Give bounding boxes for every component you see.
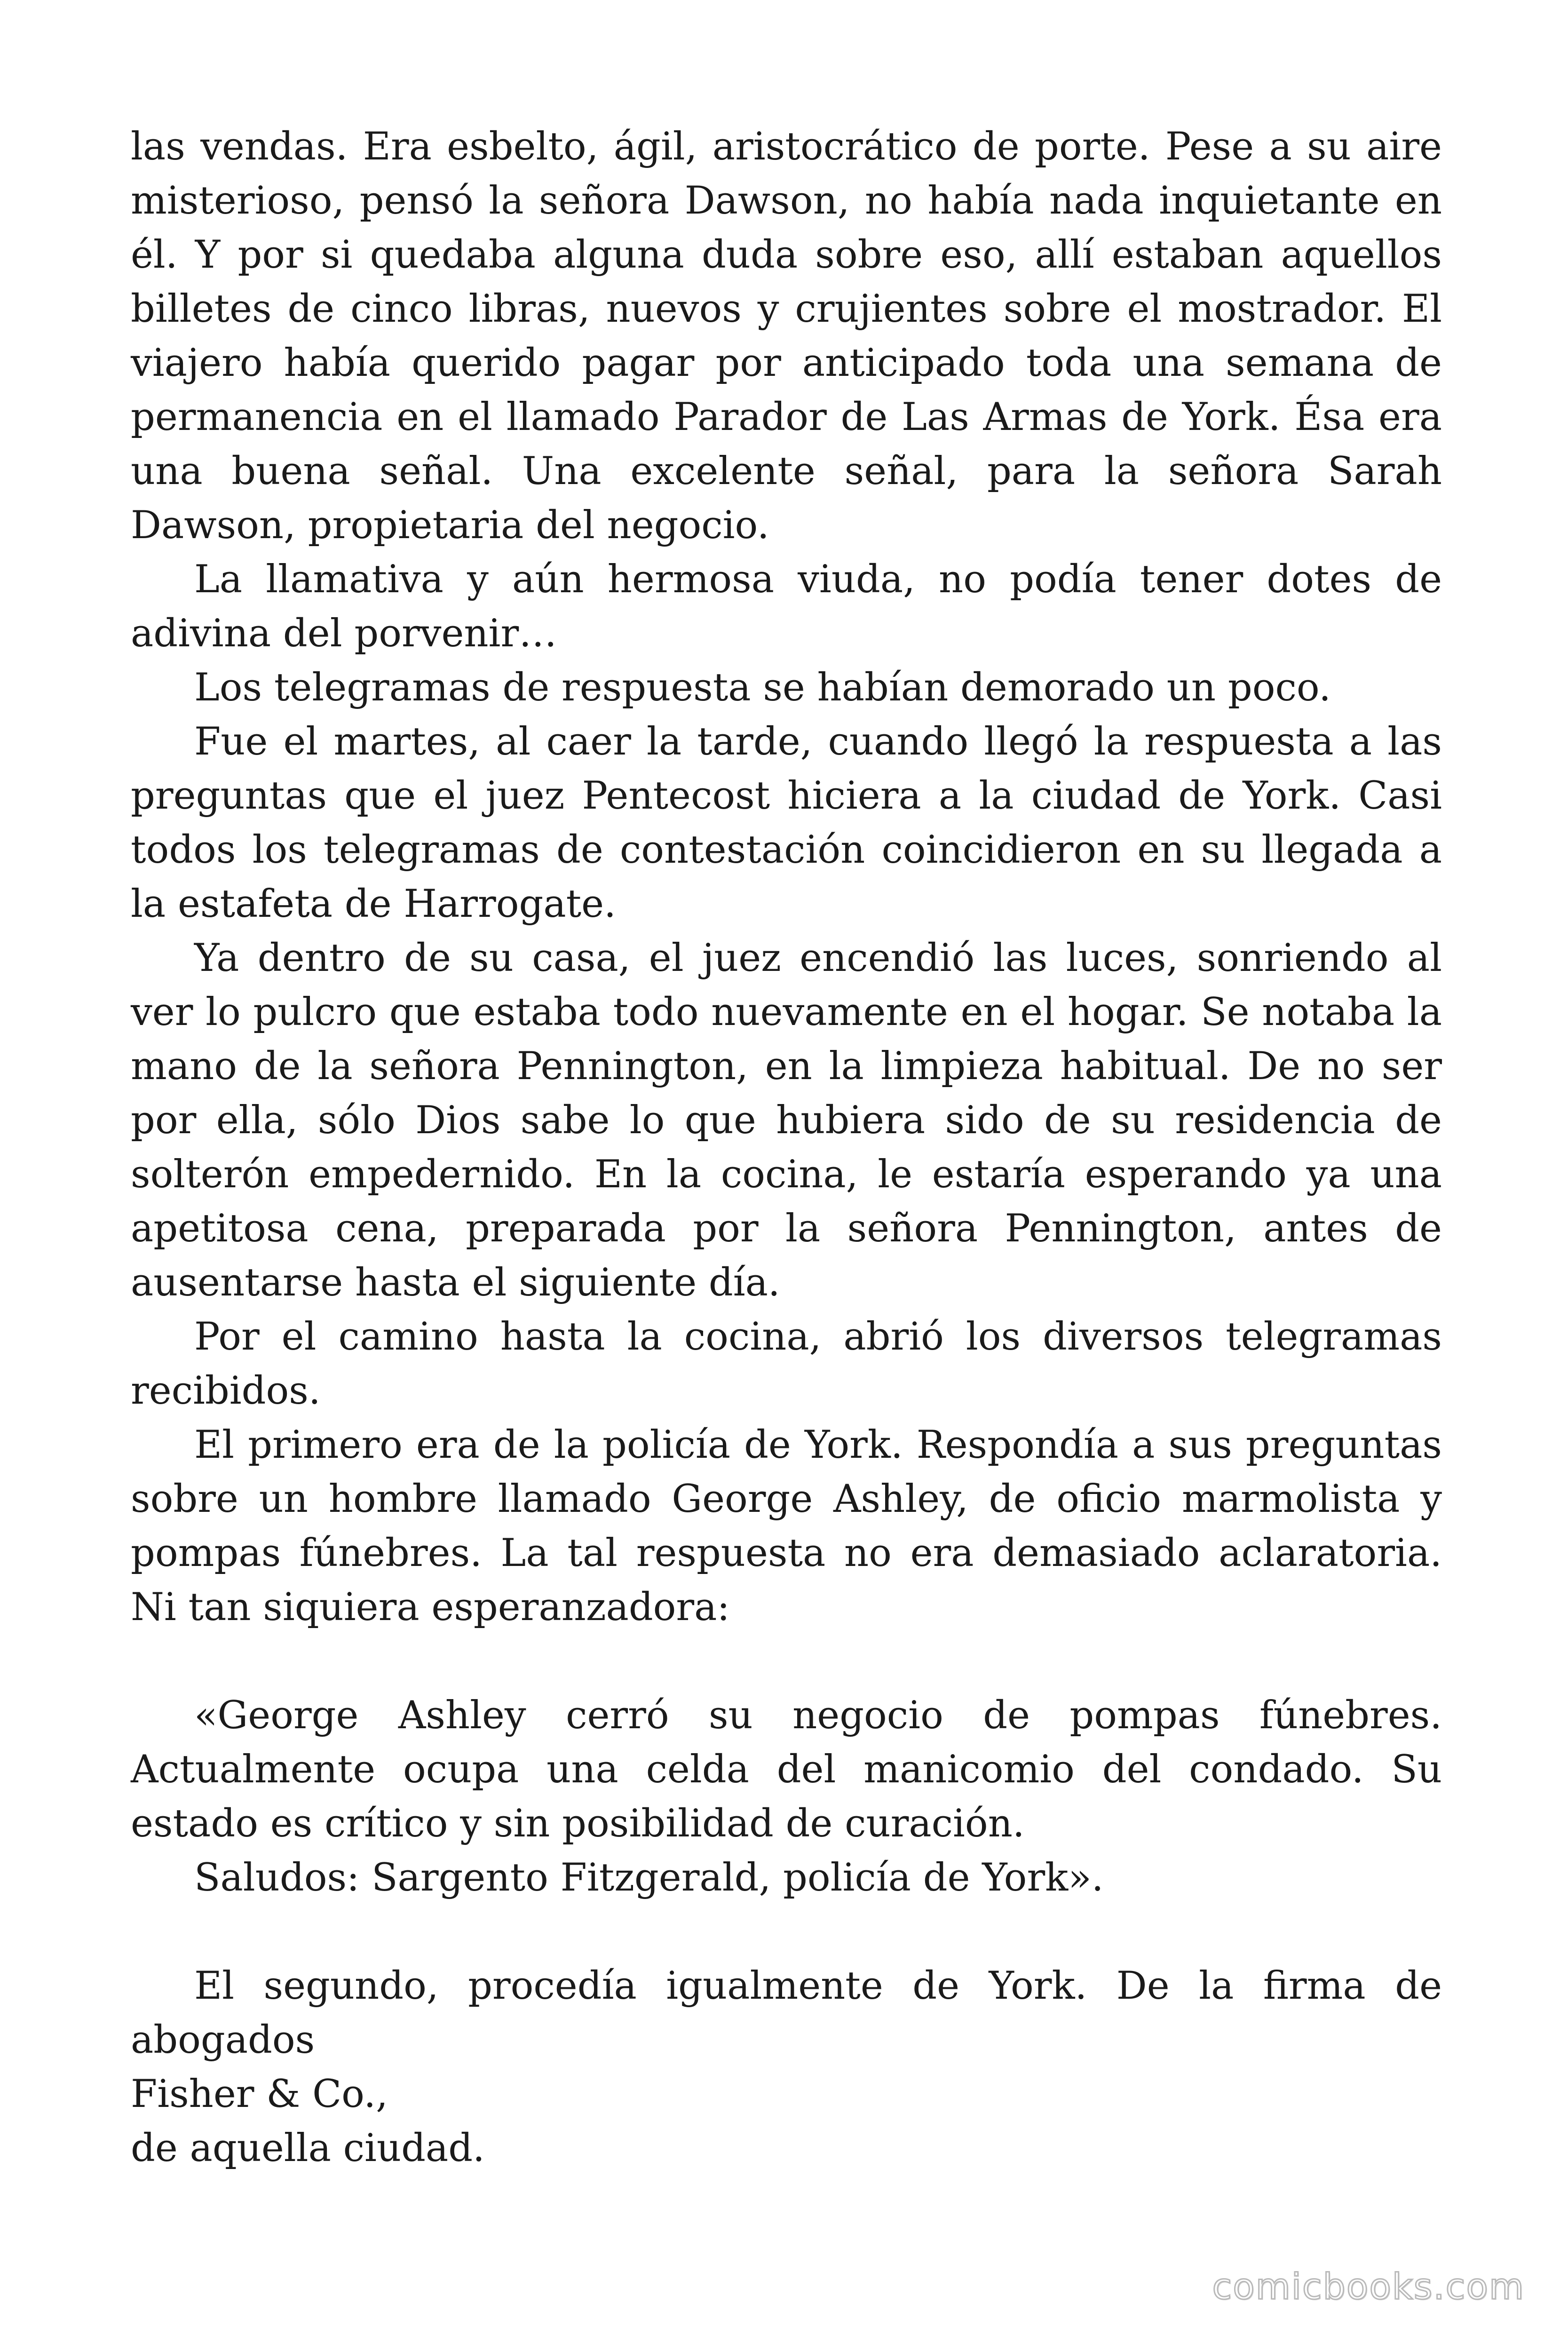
telegram-signature: Saludos: Sargento Fitzgerald, policía de York». [194, 1856, 1104, 1900]
paragraph: Ya dentro de su casa, el juez encendió las luces, sonriendo al ver lo pulcro que estaba todo nuevamente en el hogar. Se notaba la mano de la señora Pennington, en la limpieza habitual. De no ser por ella, sólo Dios sabe lo que hubiera sido de su residencia de solterón empedernido. En la cocina, le estaría esperando ya una apetitosa cena, preparada por la señora Pennington, antes de ausentarse hasta el siguiente día. [131, 936, 1442, 1305]
closing-paragraph: El segundo, procedía igualmente de York. De la firma de abogados [131, 1964, 1442, 2062]
paragraph: Fue el martes, al caer la tarde, cuando llegó la respuesta a las preguntas que el juez Pentecost hiciera a la ciudad de York. Casi todos los telegramas de contestación coincidieron en su llegada a la estafeta de Harrogate. [131, 720, 1442, 926]
paragraph: El primero era de la policía de York. Respondía a sus preguntas sobre un hombre llamado George Ashley, de oficio marmolista y pompas fúnebres. La tal respuesta no era demasiado aclaratoria. Ni tan siquiera esperanzadora: [131, 1423, 1442, 1629]
watermark-logo: comicbooks.com [1212, 2265, 1525, 2307]
paragraph: las vendas. Era esbelto, ágil, aristocrático de porte. Pese a su aire misterioso, pensó la señora Dawson, no había nada inquietante en él. Y por si quedaba alguna duda sobre eso, allí estaban aquellos billetes de cinco libras, nuevos y crujientes sobre el mostrador. El viajero había querido pagar por anticipado toda una semana de permanencia en el llamado Parador de Las Armas de York. Ésa era una buena señal. Una excelente señal, para la señora Sarah Dawson, propietaria del negocio. [131, 125, 1442, 548]
page-body-text [131, 120, 1442, 2176]
paragraph: Los telegramas de respuesta se habían demorado un poco. [194, 666, 1331, 710]
paragraph: La llamativa y aún hermosa viuda, no podía tener dotes de adivina del porvenir… [131, 557, 1442, 656]
closing-line-firm: Fisher & Co., [131, 2072, 388, 2116]
paragraph: Por el camino hasta la cocina, abrió los diversos telegramas recibidos. [131, 1315, 1442, 1413]
closing-line-city: de aquella ciudad. [131, 2126, 485, 2170]
telegram-quote: «George Ashley cerró su negocio de pompas fúnebres. Actualmente ocupa una celda del manicomio del condado. Su estado es crítico y sin posibilidad de curación. [131, 1693, 1442, 1846]
